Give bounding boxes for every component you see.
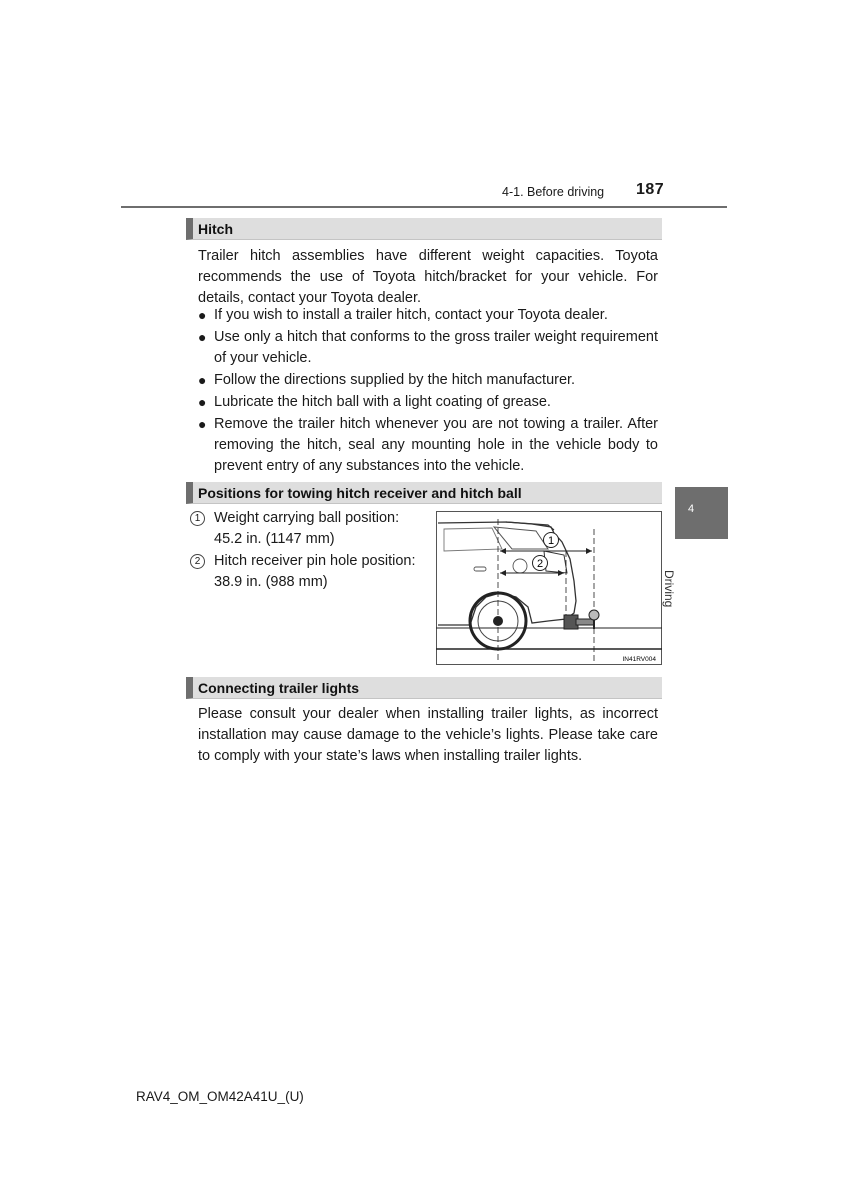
list-item-text: Follow the directions supplied by the hitch manufacturer.: [214, 372, 576, 388]
callout-number: 2: [190, 554, 205, 569]
bullet-icon: ●: [198, 372, 207, 388]
chapter-tab[interactable]: [675, 487, 728, 539]
list-item-text: Use only a hitch that conforms to the gross trailer weight requirement of your vehicle.: [214, 329, 658, 366]
hitch-bullet-list: [198, 305, 658, 478]
position-list: [190, 508, 430, 594]
chapter-tab-number: 4: [688, 503, 695, 515]
list-item: [198, 370, 658, 391]
position-label: Hitch receiver pin hole position:: [214, 553, 416, 569]
figure-callout-2: 2: [536, 558, 544, 570]
position-item: [190, 551, 430, 593]
figure-code: IN41RV004: [622, 656, 656, 663]
section-heading-positions: Positions for towing hitch receiver and hitch ball: [186, 482, 662, 504]
callout-number: 1: [190, 511, 205, 526]
chapter-tab-label: Driving: [662, 570, 676, 608]
figure-callout-1: 1: [547, 535, 555, 547]
position-item: [190, 508, 430, 550]
section-heading-lights: Connecting trailer lights: [186, 677, 662, 699]
header-section-title: 4-1. Before driving: [502, 185, 605, 199]
bullet-icon: ●: [198, 416, 207, 432]
bullet-icon: ●: [198, 329, 207, 345]
footer-code: RAV4_OM_OM42A41U_(U): [136, 1089, 304, 1104]
list-item-text: Remove the trailer hitch whenever you are not towing a trailer. After removing the hitch, seal any mounting hole in the vehicle body to prevent entry of any substances into the vehicle.: [214, 416, 658, 474]
position-value: 38.9 in. (988 mm): [214, 574, 328, 590]
hitch-intro: Trailer hitch assemblies have different weight capacities. Toyota recommends the use of Toyota hitch/bracket for your vehicle. For details, contact your Toyota dealer.: [198, 248, 658, 306]
list-item: [198, 414, 658, 477]
bullet-icon: ●: [198, 394, 207, 410]
list-item-text: If you wish to install a trailer hitch, contact your Toyota dealer.: [214, 307, 608, 323]
lights-text: Please consult your dealer when installing trailer lights, as incorrect installation may cause damage to the vehicle’s lights. Please take care to comply with your state’s laws when installing trailer lights.: [198, 706, 658, 764]
list-item: [198, 305, 658, 326]
list-item-text: Lubricate the hitch ball with a light coating of grease.: [214, 394, 551, 410]
header-rule: [121, 206, 727, 208]
position-label: Weight carrying ball position:: [214, 510, 400, 526]
bullet-icon: ●: [198, 307, 207, 323]
list-item: [198, 392, 658, 413]
section-heading-hitch: Hitch: [186, 218, 662, 240]
position-value: 45.2 in. (1147 mm): [214, 531, 335, 547]
page-number: 187: [636, 181, 665, 198]
list-item: [198, 327, 658, 369]
hitch-position-figure: [436, 511, 662, 665]
